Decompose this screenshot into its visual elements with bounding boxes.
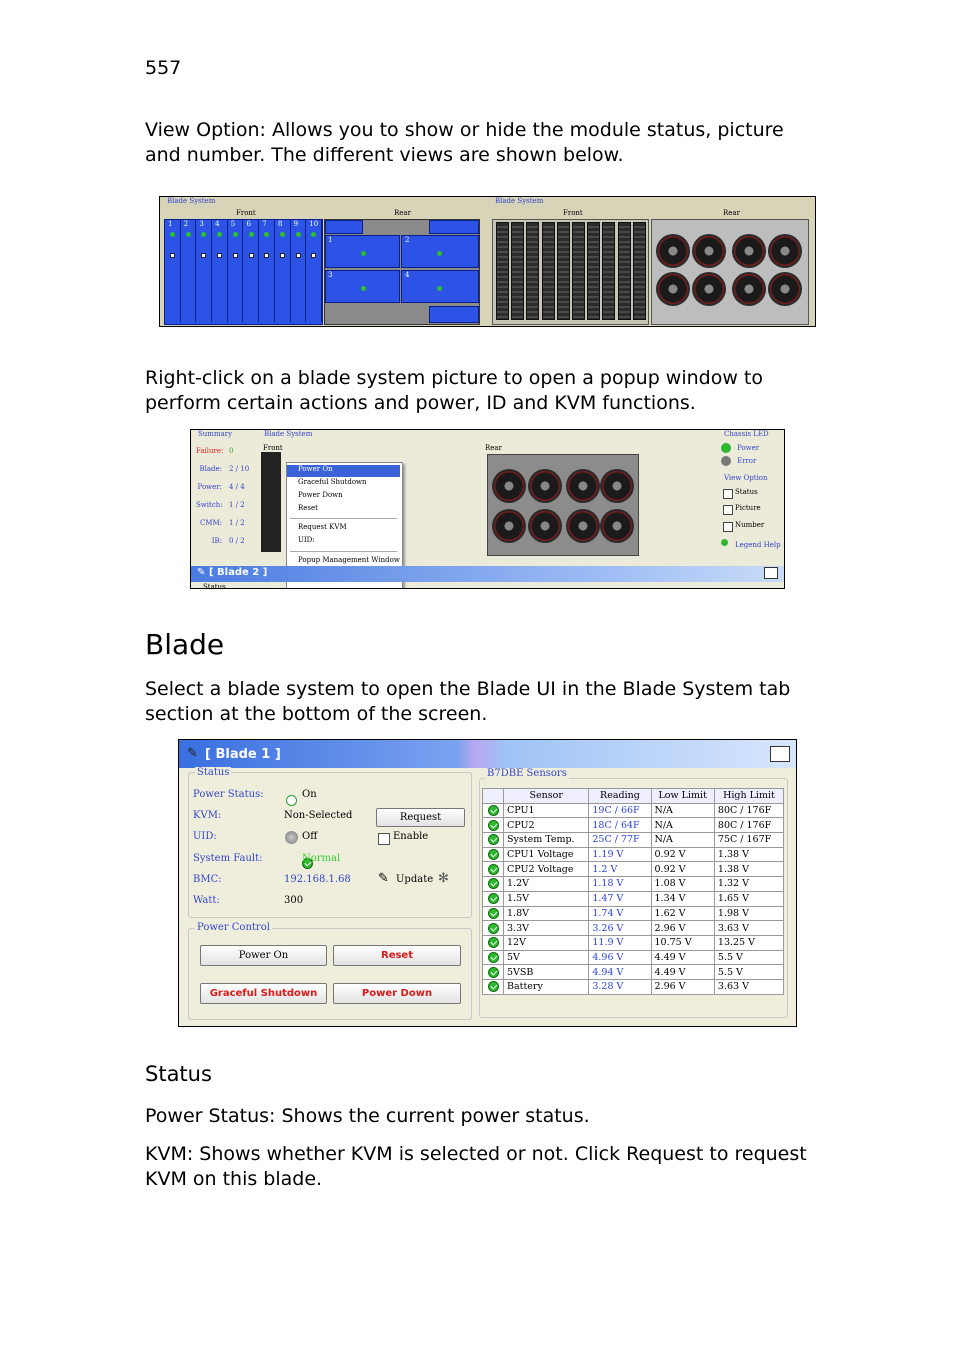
error-led-icon [721,456,731,466]
blade-slot[interactable] [259,220,275,322]
ok-check-icon [488,805,499,816]
summary-value: 0 [229,447,234,455]
sensor-row [483,906,784,921]
left-rear-label: Rear [394,209,411,217]
sensor-high-limit: 5.5 V [714,965,783,980]
blade-picture[interactable] [572,222,585,320]
sensor-row [483,935,784,950]
left-front-label: Front [236,209,256,217]
view-option-title: View Option [724,474,768,482]
sensor-low-limit: 4.49 V [651,965,714,980]
system-fault-value: Normal [302,853,341,864]
kvm-paragraph [145,1142,825,1192]
sensor-reading: 1.74 V [589,906,651,921]
reading-header[interactable]: Reading [589,789,651,804]
sensor-name: 3.3V [504,921,589,936]
edit-icon: ✎ [197,567,206,578]
menu-separator [290,551,397,552]
menu-item[interactable]: Power Down [298,491,343,499]
popup-menu-screenshot [190,429,785,589]
kvm-term: KVM [145,1143,187,1165]
blade-slot[interactable] [228,220,244,322]
front-blade-pictures[interactable] [492,219,649,325]
sensor-table [482,788,784,995]
summary-value: 0 / 2 [229,537,245,545]
power-status-paragraph [145,1104,825,1129]
blade-tab-bar[interactable] [191,566,785,582]
blade-title: [ Blade 1 ] [205,747,281,762]
uid-off-icon [285,831,298,844]
summary-value: 1 / 2 [229,519,245,527]
led-power-label: Power [737,444,760,452]
kvm-text-1: : Shows whether KVM is selected or not. Click [186,1143,627,1165]
enable-label: Enable [393,831,429,842]
enable-checkbox[interactable] [378,833,390,845]
ok-check-icon [488,820,499,831]
blade-picture[interactable] [633,222,646,320]
kvm-value: Non-Selected [284,810,353,821]
ok-check-icon [488,923,499,934]
sensor-row [483,862,784,877]
blade-ui-screenshot [178,739,797,1027]
right-click-paragraph: Right-click on a blade system picture to open a popup window to perform certain actions and power, ID and KVM functions. [145,367,764,414]
sensor-high-limit: 3.63 V [714,979,783,994]
blade-heading: Blade [145,628,225,661]
sensor-reading: 4.96 V [589,950,651,965]
sensor-name: 1.5V [504,891,589,906]
sensor-name: 5VSB [504,965,589,980]
ok-check-icon [488,952,499,963]
sensor-row [483,877,784,892]
edit-icon[interactable]: ✎ [378,871,389,886]
rear-label: Rear [485,444,502,452]
blade-slot[interactable] [196,220,212,322]
sensor-low-limit: 2.96 V [651,921,714,936]
summary-label: CMM: [199,519,222,527]
power-status-term: Power Status [145,1105,270,1127]
sensor-reading: 3.26 V [589,921,651,936]
update-label[interactable]: Update [396,874,434,885]
sensor-low-limit: 0.92 V [651,862,714,877]
sensor-low-limit: 1.08 V [651,877,714,892]
vo-picture-label: Picture [735,504,761,512]
sensor-reading: 1.19 V [589,847,651,862]
sensor-name: 1.8V [504,906,589,921]
vo-status-label: Status [735,488,758,496]
ok-check-icon [488,967,499,978]
watt-value: 300 [284,895,304,906]
blade-picture[interactable] [557,222,570,320]
led-error-label: Error [737,457,757,465]
blade-slot[interactable] [275,220,291,322]
chassis-led-title: Chassis LED [724,430,769,438]
menu-item[interactable]: UID: [298,536,315,544]
vo-number-label: Number [735,521,765,529]
summary-value: 4 / 4 [229,483,245,491]
sensor-row [483,803,784,818]
ok-check-icon [488,893,499,904]
blade-picture[interactable] [542,222,555,320]
status-checkbox[interactable] [723,489,733,499]
sensor-name: CPU2 Voltage [504,862,589,877]
sensor-name: Battery [504,979,589,994]
right-panel-title: Blade System [495,197,544,205]
blade-slot[interactable] [244,220,260,322]
sensor-row [483,891,784,906]
window-icon[interactable] [770,746,790,762]
summary-value: 2 / 10 [229,465,250,473]
sensor-row [483,847,784,862]
sensor-low-limit: N/A [651,803,714,818]
sensor-high-limit: 1.32 V [714,877,783,892]
slot-number: 3 [199,220,204,228]
sensor-low-limit: N/A [651,818,714,833]
summary-label: Switch: [196,501,223,509]
slot-number: 8 [277,220,283,228]
sensor-row [483,833,784,848]
summary-label: Failure: [196,447,224,455]
status-group-title: Status [197,767,230,778]
blade-title-bar[interactable] [179,740,796,768]
sensor-high-limit: 75C / 167F [714,833,783,848]
rear-chassis-picture[interactable] [487,454,639,556]
sensor-low-limit: 1.34 V [651,891,714,906]
blade-system-title: Blade System [264,430,313,438]
low-limit-header[interactable]: Low Limit [651,789,714,804]
summary-title: Summary [198,430,233,438]
sensor-reading: 1.18 V [589,877,651,892]
sensor-reading: 1.2 V [589,862,651,877]
menu-item[interactable]: Reset [298,504,318,512]
page-number: 557 [145,57,182,79]
sensor-high-limit: 80C / 176F [714,803,783,818]
blade-intro: Select a blade system to open the Blade UI in the Blade System tab section at the bottom of the screen. [145,678,791,725]
sensor-high-limit: 1.38 V [714,862,783,877]
ok-check-icon [488,849,499,860]
watt-label: Watt: [193,895,220,906]
sensor-reading: 4.94 V [589,965,651,980]
high-limit-header[interactable]: High Limit [714,789,783,804]
power-down-button[interactable]: Power Down [333,983,461,1004]
sensor-name: 1.2V [504,877,589,892]
front-blade-slots[interactable] [164,219,323,325]
power-control-title: Power Control [197,922,270,933]
blade-tab-title: [ Blade 2 ] [209,567,268,578]
picture-checkbox[interactable] [723,505,733,515]
menu-separator [290,518,397,519]
blade-slot[interactable] [165,220,181,322]
blade-slot[interactable] [291,220,307,322]
sensor-row [483,950,784,965]
sensor-high-limit: 5.5 V [714,950,783,965]
sensor-header[interactable]: Sensor [504,789,589,804]
view-option-paragraph [145,118,825,168]
left-panel-title: Blade System [167,197,216,205]
sensor-low-limit: 1.62 V [651,906,714,921]
menu-item[interactable]: Request KVM [298,523,347,531]
legend-icon [721,539,728,546]
sensor-reading: 1.47 V [589,891,651,906]
edit-icon: ✎ [187,746,198,761]
sensor-reading: 19C / 66F [589,803,651,818]
request-term: Request [626,1143,704,1165]
blade-slot[interactable] [212,220,228,322]
sensor-reading: 11.9 V [589,935,651,950]
blade-slot[interactable] [306,220,322,322]
bay-number: 2 [405,236,410,244]
power-status-label: Power Status: [193,789,264,800]
refresh-icon[interactable]: ✻ [438,871,449,886]
sensor-high-limit: 13.25 V [714,935,783,950]
slot-number: 6 [246,220,251,228]
kvm-label: KVM: [193,810,222,821]
sensor-high-limit: 3.63 V [714,921,783,936]
view-option-text: : Allows you to show or hide the module status, picture and number. The different views are shown below. [145,119,784,166]
power-status-value: On [302,789,317,800]
slot-number: 2 [183,220,189,228]
slot-number: 4 [215,220,220,228]
sensor-high-limit: 1.98 V [714,906,783,921]
slot-number: 10 [309,220,319,228]
sensor-reading: 18C / 64F [589,818,651,833]
sensor-row [483,965,784,980]
blade-picture[interactable] [526,222,539,320]
bmc-label: BMC: [193,874,222,885]
slot-number: 1 [168,220,173,228]
view-options-screenshot [159,196,816,327]
ok-check-icon [488,908,499,919]
blade-picture[interactable] [618,222,631,320]
view-option-term: View Option [145,119,260,141]
blade-picture[interactable] [602,222,615,320]
menu-item[interactable]: Popup Management Window [298,556,400,564]
sensor-high-limit: 80C / 176F [714,818,783,833]
bay-number: 1 [328,236,333,244]
window-icon[interactable] [764,567,778,579]
summary-label: IB: [211,537,222,545]
sensor-group-title: B7DBE Sensors [487,768,567,779]
sensor-row [483,979,784,994]
sensor-low-limit: 10.75 V [651,935,714,950]
summary-label: Blade: [199,465,222,473]
bay-number: 4 [405,271,410,279]
request-button[interactable]: Request [376,808,465,827]
status-heading: Status [145,1062,212,1086]
summary-value: 1 / 2 [229,501,245,509]
rear-modules[interactable] [324,219,480,325]
sensor-reading: 25C / 77F [589,833,651,848]
sensor-name: System Temp. [504,833,589,848]
ok-check-icon [488,981,499,992]
sensor-low-limit: N/A [651,833,714,848]
blade-picture[interactable] [587,222,600,320]
bay-number: 3 [328,271,333,279]
system-fault-label: System Fault: [193,853,263,864]
right-front-label: Front [563,209,583,217]
uid-label: UID: [193,831,217,842]
sensor-low-limit: 2.96 V [651,979,714,994]
uid-value: Off [302,831,318,842]
graceful-shutdown-button[interactable]: Graceful Shutdown [200,983,327,1004]
bmc-value[interactable]: 192.168.1.68 [284,874,351,885]
power-led-icon [721,443,731,453]
blade-picture[interactable] [511,222,524,320]
sensor-name: CPU2 [504,818,589,833]
power-on-button[interactable]: Power On [200,945,327,966]
slot-number: 5 [230,220,236,228]
sensor-name: CPU1 Voltage [504,847,589,862]
legend-help-link[interactable]: Legend Help [735,541,781,549]
kvm-text-2: to request KVM on this blade. [145,1143,807,1190]
right-rear-label: Rear [723,209,740,217]
reset-button[interactable]: Reset [333,945,461,966]
summary-label: Power: [197,483,222,491]
rear-module-pictures[interactable] [651,219,809,325]
sensor-high-limit: 1.65 V [714,891,783,906]
power-status-text: : Shows the current power status. [269,1105,590,1127]
power-control-group [188,928,472,1020]
front-label: Front [263,444,283,452]
sensor-row [483,921,784,936]
slot-number: 9 [293,220,299,228]
sensor-name: CPU1 [504,803,589,818]
sensor-low-limit: 4.49 V [651,950,714,965]
menu-item[interactable]: Graceful Shutdown [298,478,367,486]
ok-check-icon [488,864,499,875]
power-on-icon [286,795,297,806]
sensor-name: 12V [504,935,589,950]
sensor-low-limit: 0.92 V [651,847,714,862]
menu-item[interactable]: Power On [287,465,400,477]
ok-check-icon [488,834,499,845]
ok-check-icon [488,937,499,948]
sensor-reading: 3.28 V [589,979,651,994]
ok-check-icon [488,878,499,889]
sensor-name: 5V [504,950,589,965]
blade-picture[interactable] [496,222,509,320]
sensor-high-limit: 1.38 V [714,847,783,862]
blade-slot[interactable] [181,220,197,322]
number-checkbox[interactable] [723,522,733,532]
bar-sub: Status [203,583,226,589]
slot-number: 7 [262,220,267,228]
sensor-row [483,818,784,833]
